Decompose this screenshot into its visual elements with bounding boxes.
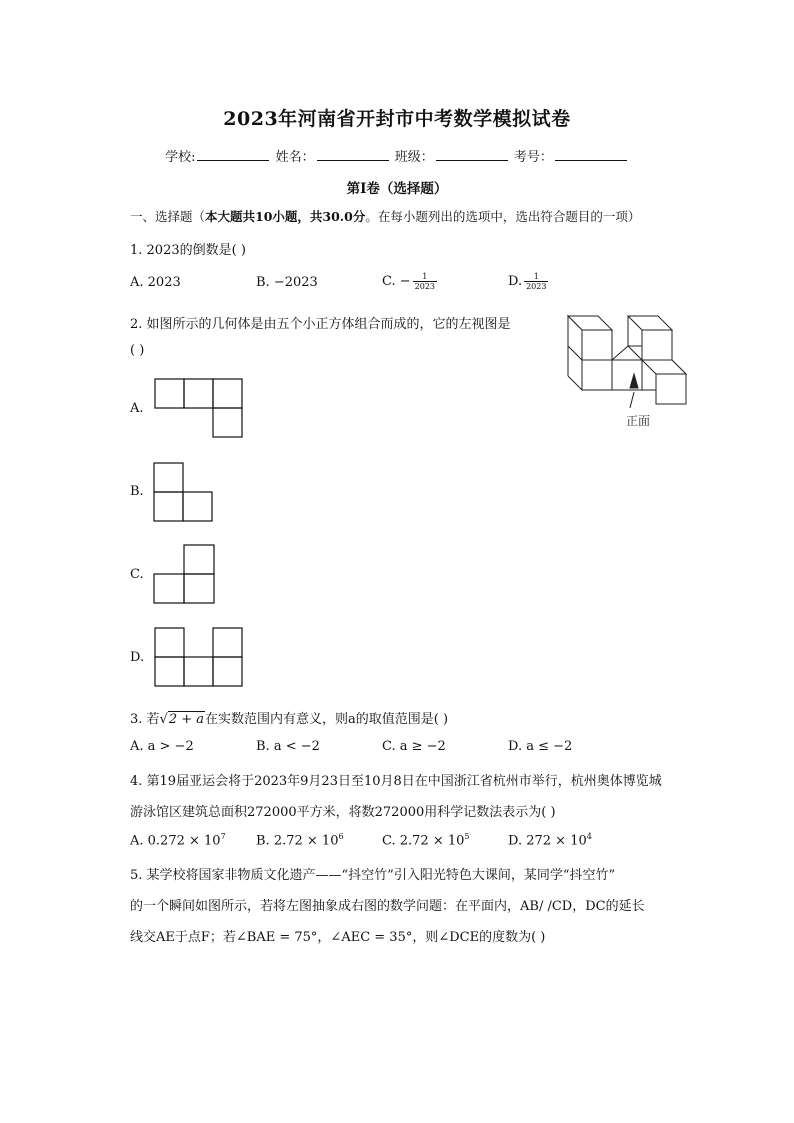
sqrt-sign: √	[159, 712, 168, 727]
q2-option-a-figure	[154, 378, 244, 438]
q1-option-b: B. −2023	[256, 275, 318, 290]
q2-option-c-label: C.	[130, 567, 144, 582]
q4-option-b: B. $2.72 \times 10^6$	[256, 832, 344, 849]
q2-option-c-figure	[153, 544, 215, 604]
q3-radicand: 2 + a	[168, 712, 205, 727]
q1-option-d-fraction: $\frac{1}{2023}$	[526, 272, 547, 291]
q3-option-b: B. a < −2	[256, 739, 320, 754]
q1-option-a: A. 2023	[130, 275, 181, 290]
question-5-line1: 5. 某学校将国家非物质文化遗产——“抖空竹”引入阳光特色大课间，某同学“抖空竹”	[130, 868, 616, 883]
class-blank	[436, 148, 508, 161]
school-blank	[197, 148, 269, 161]
q3-option-a: A. a > −2	[130, 739, 194, 754]
q2-option-d-figure	[154, 627, 244, 687]
question-2-stem: 2. 如图所示的几何体是由五个小正方体组合而成的，它的左视图是	[130, 317, 511, 332]
q2-option-b-figure	[153, 462, 213, 522]
question-3-stem	[130, 708, 448, 727]
question-5-line3: 线交AE于点F；若∠BAE = 75°，∠AEC = 35°，则∠DCE的度数为( )	[130, 930, 546, 945]
volume-heading: 第Ⅰ卷（选择题）	[346, 181, 448, 197]
section-heading	[130, 207, 640, 225]
name-blank	[317, 148, 389, 161]
q3-option-d: D. a ≤ −2	[508, 739, 573, 754]
q3-option-c: C. a ≥ −2	[382, 739, 446, 754]
question-2-paren: ( )	[130, 343, 145, 358]
q3-post: 在实数范围内有意义，则a的取值范围是( )	[205, 712, 449, 727]
q1-option-d	[508, 272, 548, 291]
page-title: 2023年河南省开封市中考数学模拟试卷	[223, 108, 571, 130]
q4-option-a: A. $0.272 \times 10^7$	[130, 832, 226, 849]
q1-option-d-label: D.	[508, 274, 523, 289]
q2-option-b-label: B.	[130, 484, 144, 499]
exam-no-label: 考号：	[513, 150, 553, 165]
q4-option-c: C. $2.72 \times 10^5$	[382, 832, 470, 849]
student-info-line	[0, 146, 794, 165]
q1-option-c-label: C. −	[382, 274, 411, 289]
question-1-stem: 1. 2023的倒数是( )	[130, 243, 246, 258]
q4-option-d: D. $272 \times 10^4$	[508, 832, 592, 849]
q2-option-d-label: D.	[130, 650, 145, 665]
question-4-line1: 4. 第19届亚运会将于2023年9月23日至10月8日在中国浙江省杭州市举行，杭州奥体博览城	[130, 774, 662, 789]
question-4-line2: 游泳馆区建筑总面积272000平方米，将数272000用科学记数法表示为( )	[130, 805, 556, 820]
q2-option-a-label: A.	[130, 401, 144, 416]
name-label: 姓名：	[275, 150, 315, 165]
q3-pre: 3. 若	[130, 712, 160, 727]
school-label: 学校:	[165, 150, 196, 165]
q1-option-c	[382, 272, 437, 291]
class-label: 班级：	[394, 150, 434, 165]
question-5-line2: 的一个瞬间如图所示，若将左图抽象成右图的数学问题：在平面内，AB/ /CD，DC的延长	[130, 899, 645, 914]
section-bold: 本大题共10小题，共30.0分	[205, 209, 366, 224]
section-suffix: 。在每小题列出的选项中，选出符合题目的一项）	[365, 209, 641, 224]
exam-no-blank	[555, 148, 627, 161]
section-prefix: 一、选择题（	[130, 209, 206, 224]
front-label: 正面	[626, 414, 651, 428]
q1-option-c-fraction: $\frac{1}{2023}$	[414, 272, 435, 291]
